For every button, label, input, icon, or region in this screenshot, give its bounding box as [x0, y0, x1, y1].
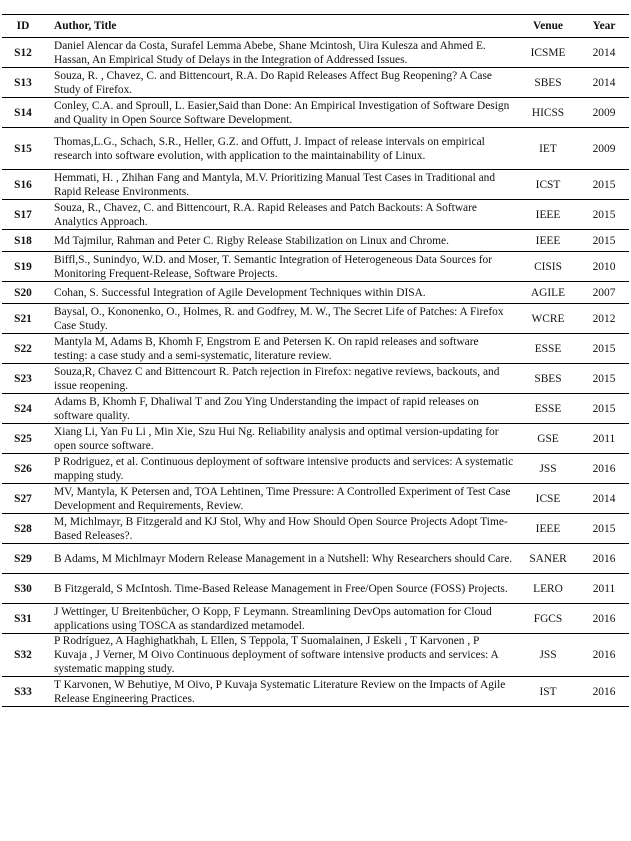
table-row	[2, 128, 629, 170]
row-year: 2007	[592, 286, 616, 299]
row-year: 2015	[592, 372, 616, 385]
row-author-title: Baysal, O., Kononenko, O., Holmes, R. and Godfrey, M. W., The Secret Life of Patches: A Firefox Case Study.	[54, 305, 504, 332]
row-author-title: Souza, R. , Chavez, C. and Bittencourt, R.A. Do Rapid Releases Affect Bug Reopening? A Case Study of Firefox.	[54, 69, 492, 96]
table-row	[2, 544, 629, 574]
row-id: S20	[14, 286, 32, 299]
row-id: S15	[14, 142, 32, 155]
row-id: S28	[14, 522, 32, 535]
table-row	[2, 304, 629, 334]
row-author-title: B Fitzgerald, S McIntosh. Time-Based Release Management in Free/Open Source (FOSS) Projects.	[54, 582, 508, 595]
row-year: 2014	[592, 76, 616, 89]
row-id: S12	[14, 46, 32, 59]
row-venue: CISIS	[534, 260, 562, 273]
table-row	[2, 394, 629, 424]
row-venue: ICSME	[530, 46, 566, 59]
row-id: S23	[14, 372, 32, 385]
table-row	[2, 170, 629, 200]
row-author-title: Hemmati, H. , Zhihan Fang and Mantyla, M.V. Prioritizing Manual Test Cases in Traditional and Rapid Release Environments.	[54, 171, 496, 198]
row-venue: SANER	[529, 552, 567, 565]
row-venue: IST	[539, 685, 557, 698]
references-table	[2, 14, 629, 707]
row-venue: AGILE	[530, 286, 566, 299]
row-author-title: Md Tajmilur, Rahman and Peter C. Rigby Release Stabilization on Linux and Chrome.	[54, 234, 449, 247]
row-venue: JSS	[539, 462, 557, 475]
table-row	[2, 424, 629, 454]
row-author-title: M, Michlmayr, B Fitzgerald and KJ Stol, Why and How Should Open Source Projects Adopt Time-Based Releases?.	[54, 515, 508, 542]
header-year: Year	[592, 20, 616, 32]
row-id: S16	[14, 178, 32, 191]
row-year: 2012	[592, 312, 616, 325]
row-id: S17	[14, 208, 32, 221]
row-author-title: Souza, R., Chavez, C. and Bittencourt, R.A. Rapid Releases and Patch Backouts: A Software Analytics Approach.	[54, 201, 477, 228]
table-row	[2, 98, 629, 128]
row-author-title: B Adams, M Michlmayr Modern Release Management in a Nutshell: Why Researchers should Care.	[54, 552, 513, 565]
table-row	[2, 38, 629, 68]
row-year: 2015	[592, 342, 616, 355]
row-year: 2015	[592, 208, 616, 221]
row-year: 2015	[592, 178, 616, 191]
row-author-title: P Rodríguez, A Haghighatkhah, L Ellen, S Teppola, T Suomalainen, J Eskeli , T Karvonen , P Kuvaja , J Verner, M Oivo Continuous deployment of software intensive products and services: A systematic mapping study.	[54, 635, 499, 675]
row-year: 2015	[592, 522, 616, 535]
table-row	[2, 252, 629, 282]
row-year: 2016	[592, 462, 616, 475]
row-author-title: P Rodriguez, et al. Continuous deployment of software intensive products and services: A systematic mapping study.	[54, 455, 514, 482]
row-venue: IEEE	[535, 208, 561, 221]
row-id: S33	[14, 685, 32, 698]
row-author-title: Adams B, Khomh F, Dhaliwal T and Zou Ying Understanding the impact of rapid releases on software quality.	[54, 395, 479, 422]
row-author-title: Cohan, S. Successful Integration of Agile Development Techniques within DISA.	[54, 286, 426, 299]
row-id: S25	[14, 432, 32, 445]
row-venue: SBES	[534, 76, 562, 89]
table-row	[2, 634, 629, 677]
table-row	[2, 514, 629, 544]
row-author-title: Xiang Li, Yan Fu Li , Min Xie, Szu Hui Ng. Reliability analysis and optimal version-updating for open source software.	[54, 425, 499, 452]
row-venue: ICSE	[535, 492, 561, 505]
table-row	[2, 200, 629, 230]
row-id: S24	[14, 402, 32, 415]
row-id: S14	[14, 106, 32, 119]
table-row	[2, 334, 629, 364]
row-author-title: Biffl,S., Sunindyo, W.D. and Moser, T. Semantic Integration of Heterogeneous Data Sources for Monitoring Frequent-Release, Software Projects.	[54, 253, 493, 280]
row-year: 2016	[592, 612, 616, 625]
row-year: 2015	[592, 234, 616, 247]
row-id: S31	[14, 612, 32, 625]
row-id: S29	[14, 552, 32, 565]
row-year: 2011	[592, 432, 616, 445]
header-id: ID	[16, 20, 30, 32]
row-id: S30	[14, 582, 32, 595]
row-id: S22	[14, 342, 32, 355]
row-venue: IEEE	[535, 522, 561, 535]
row-year: 2014	[592, 492, 616, 505]
row-year: 2016	[592, 685, 616, 698]
row-author-title: Conley, C.A. and Sproull, L. Easier,Said than Done: An Empirical Investigation of Software Design and Quality in Open Source Software Development.	[54, 99, 510, 126]
row-year: 2016	[592, 649, 616, 661]
header-author-title: Author, Title	[54, 20, 117, 32]
row-id: S32	[14, 649, 32, 661]
row-year: 2010	[592, 260, 616, 273]
table-row	[2, 677, 629, 707]
table-row	[2, 574, 629, 604]
row-id: S19	[14, 260, 32, 273]
table-row	[2, 364, 629, 394]
header-row	[2, 15, 629, 38]
row-author-title: Souza,R, Chavez C and Bittencourt R. Patch rejection in Firefox: negative reviews, backouts, and issue reopening.	[54, 365, 500, 392]
row-year: 2011	[592, 582, 616, 595]
row-year: 2016	[592, 552, 616, 565]
row-venue: ESSE	[534, 342, 562, 355]
row-venue: ICST	[535, 178, 561, 191]
row-author-title: MV, Mantyla, K Petersen and, TOA Lehtinen, Time Pressure: A Controlled Experiment of Test Case Development and Requirements, Review.	[54, 485, 511, 512]
row-id: S21	[14, 312, 32, 325]
row-venue: IEEE	[535, 234, 561, 247]
row-id: S27	[14, 492, 32, 505]
table-row	[2, 68, 629, 98]
row-author-title: Daniel Alencar da Costa, Surafel Lemma Abebe, Shane Mcintosh, Uira Kulesza and Ahmed E. Hassan, An Empirical Study of Delays in the Integration of Addressed Issues.	[54, 39, 486, 66]
header-venue: Venue	[533, 20, 563, 32]
table-row	[2, 484, 629, 514]
row-venue: WCRE	[531, 312, 565, 325]
table-row	[2, 230, 629, 252]
table-body	[2, 38, 629, 707]
row-author-title: J Wettinger, U Breitenbücher, O Kopp, F Leymann. Streamlining DevOps automation for Cloud applications using TOSCA as standardized metamodel.	[54, 605, 492, 632]
table-row	[2, 282, 629, 304]
row-venue: FGCS	[533, 612, 563, 625]
row-venue: GSE	[537, 432, 559, 445]
row-venue: LERO	[533, 582, 563, 595]
row-year: 2014	[592, 46, 616, 59]
table-row	[2, 454, 629, 484]
row-author-title: T Karvonen, W Behutiye, M Oivo, P Kuvaja Systematic Literature Review on the Impacts of Agile Release Engineering Practices.	[54, 678, 506, 705]
row-year: 2009	[592, 142, 616, 155]
row-venue: ESSE	[534, 402, 562, 415]
row-author-title: Mantyla M, Adams B, Khomh F, Engstrom E and Petersen K. On rapid releases and software testing: a case study and a semi-systematic, literature review.	[54, 335, 479, 362]
row-year: 2015	[592, 402, 616, 415]
table-row	[2, 604, 629, 634]
row-venue: IET	[539, 142, 557, 155]
row-author-title: Thomas,L.G., Schach, S.R., Heller, G.Z. and Offutt, J. Impact of release intervals on empirical research into software evolution, with application to the maintainability of Linux.	[54, 135, 485, 162]
row-venue: JSS	[539, 649, 557, 661]
row-venue: SBES	[534, 372, 562, 385]
table-header	[2, 15, 629, 38]
row-year: 2009	[592, 106, 616, 119]
row-id: S13	[14, 76, 32, 89]
row-id: S18	[14, 234, 32, 247]
row-id: S26	[14, 462, 32, 475]
row-venue: HICSS	[531, 106, 565, 119]
